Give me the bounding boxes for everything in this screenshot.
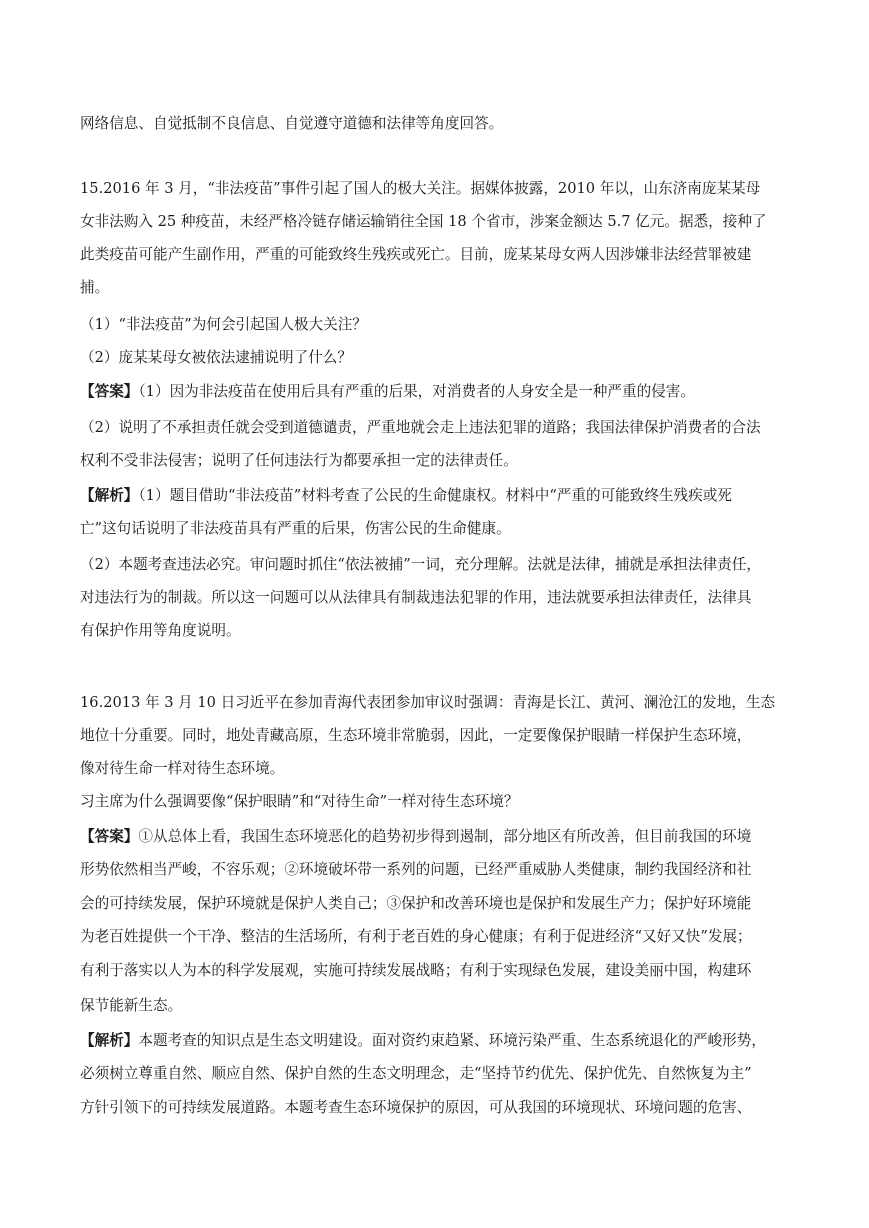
q15-stem-line-1: 15.2016 年 3 月，“非法疫苗”事件引起了国人的极大关注。据媒体披露，2010 年以，山东济南庞某某母: [80, 180, 761, 197]
q15-analysis-line-3: （2）本题考查违法必究。审问题时抓住“依法被捕”一词，充分理解。法就是法律，捕就是承担法律责任，: [80, 556, 761, 573]
q15-analysis-line-2: 亡”这句话说明了非法疫苗具有严重的后果，伤害公民的生命健康。: [80, 520, 511, 537]
q16-stem-line-2: 地位十分重要。同时，地处青藏高原，生态环境非常脆弱，因此，一定要像保护眼睛一样保护生态环境，: [80, 727, 752, 744]
q15-analysis-line-5: 有保护作用等角度说明。: [80, 622, 241, 639]
q15-answer-tag: 【答案】: [80, 383, 139, 400]
q15-answer-line-1: [80, 382, 695, 402]
q15-answer-text-1: （1）因为非法疫苗在使用后具有严重的后果，对消费者的人身安全是一种严重的侵害。: [138, 383, 695, 400]
q15-analysis-line-1: [80, 486, 732, 506]
q16-answer-line-1: [80, 827, 751, 847]
q15-analysis-tag: 【解析】: [80, 487, 139, 504]
q15-stem-line-2: 女非法购入 25 种疫苗，未经严格冷链存储运输销往全国 18 个省市，涉案金额达 5.7 亿元。据悉，接种了: [80, 213, 767, 230]
q15-stem-line-4: 捕。: [80, 279, 110, 296]
q16-answer-line-3: 会的可持续发展，保护环境就是保护人类自己；③保护和改善环境也是保护和发展生产力；保护好环境能: [80, 895, 752, 912]
q16-answer-tag: 【答案】: [80, 828, 139, 845]
q15-analysis-text-1: （1）题目借助“非法疫苗”材料考查了公民的生命健康权。材料中“严重的可能致终生残疾或死: [138, 487, 732, 504]
q15-answer-line-2: （2）说明了不承担责任就会受到道德谴责，严重地就会走上违法犯罪的道路；我国法律保护消费者的合法: [80, 419, 761, 436]
q16-analysis-line-1: [80, 1031, 766, 1051]
q16-analysis-text-1: 本题考查的知识点是生态文明建设。面对资约束趋紧、环境污染严重、生态系统退化的严峻形势，: [138, 1032, 766, 1049]
q16-stem-line-3: 像对待生命一样对待生态环境。: [80, 760, 285, 777]
q16-analysis-tag: 【解析】: [80, 1032, 139, 1049]
prev-answer-line: 网络信息、自觉抵制不良信息、自觉遵守道德和法律等角度回答。: [80, 115, 504, 132]
q16-question: 习主席为什么强调要像“保护眼睛”和“对待生命”一样对待生态环境？: [80, 793, 519, 810]
q15-analysis-line-4: 对违法行为的制裁。所以这一问题可以从法律具有制裁违法犯罪的作用，违法就要承担法律责任，法律具: [80, 589, 752, 606]
q16-answer-text-1: ①从总体上看，我国生态环境恶化的趋势初步得到遏制，部分地区有所改善，但目前我国的环境: [138, 828, 752, 845]
q16-analysis-line-2: 必须树立尊重自然、顺应自然、保护自然的生态文明理念，走“坚持节约优先、保护优先、自然恢复为主”: [80, 1065, 752, 1082]
q15-stem-line-3: 此类疫苗可能产生副作用，严重的可能致终生残疾或死亡。目前，庞某某母女两人因涉嫌非法经营罪被建: [80, 246, 752, 263]
q16-answer-line-5: 有利于落实以人为本的科学发展观，实施可持续发展战略；有利于实现绿色发展，建设美丽中国，构建环: [80, 962, 752, 979]
q16-answer-line-6: 保节能新生态。: [80, 997, 183, 1014]
q16-answer-line-2: 形势依然相当严峻，不容乐观；②环境破坏带一系列的问题，已经严重威胁人类健康，制约我国经济和社: [80, 861, 752, 878]
q16-stem-line-1: 16.2013 年 3 月 10 日习近平在参加青海代表团参加审议时强调：青海是长江、黄河、澜沧江的发地，生态: [80, 694, 776, 711]
q16-analysis-line-3: 方针引领下的可持续发展道路。本题考查生态环境保护的原因，可从我国的环境现状、环境问题的危害、: [80, 1099, 752, 1116]
q15-answer-line-3: 权利不受非法侵害；说明了任何违法行为都要承担一定的法律责任。: [80, 452, 518, 469]
q15-subquestion-1: （1）“非法疫苗”为何会引起国人极大关注？: [80, 316, 367, 333]
q15-subquestion-2: （2）庞某某母女被依法逮捕说明了什么？: [80, 349, 352, 366]
q16-answer-line-4: 为老百姓提供一个干净、整洁的生活场所，有利于老百姓的身心健康；有利于促进经济“又好又快”发展；: [80, 928, 752, 945]
